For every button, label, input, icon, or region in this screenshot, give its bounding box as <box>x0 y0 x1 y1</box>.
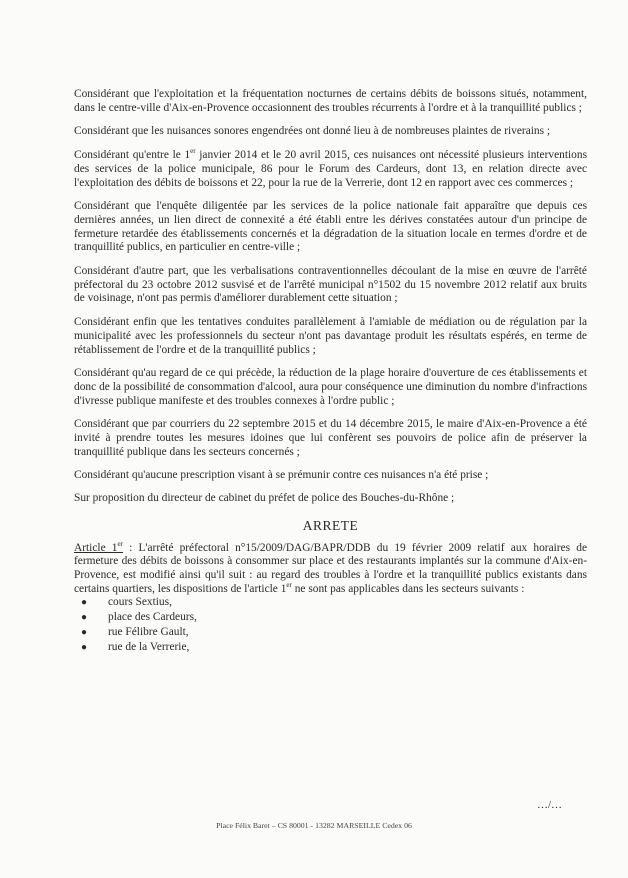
considerant-paragraph <box>74 149 587 190</box>
article-text: ne sont pas applicables dans les secteurs suivants : <box>291 582 525 595</box>
proposition-paragraph: Sur proposition du directeur de cabinet du préfet de police des Bouches-du-Rhône ; <box>74 492 455 505</box>
superscript: er <box>190 147 196 156</box>
considerant-paragraph: Considérant que l'enquête diligentée par les services de la police nationale fait apparaître que depuis ces dernières années, un lien direct de connexité a été établi entre les dérives constatées autour d'un principe de fermeture retardée des établissements concernés et la dégradation de la situation locale en termes d'ordre et de tranquillité publics, en particulier en centre-ville ; <box>74 200 587 254</box>
street-name: rue de la Verrerie, <box>108 640 190 653</box>
article-label-text: Article 1 <box>74 541 118 554</box>
article-label-colon: : <box>122 541 133 554</box>
considerant-paragraph: Considérant enfin que les tentatives conduites parallèlement à l'amiable de médiation ou de régulation par la municipalité avec les professionnels du secteur n'ont pas davantage produit les résultats espérés, en terme de rétablissement de l'ordre et de la tranquillité publics ; <box>74 316 587 356</box>
street-name: place des Cardeurs, <box>108 611 197 624</box>
considerant-paragraph: Considérant qu'au regard de ce qui précède, la réduction de la plage horaire d'ouverture de ces établissements et donc de la possibilité de consommation d'alcool, aura pour conséquence une diminution du nombre d'infractions d'ivresse publique manifeste et des troubles connexes à l'ordre public ; <box>74 367 587 407</box>
decree-heading: ARRETE <box>302 517 359 533</box>
list-item <box>74 626 587 641</box>
superscript: er <box>117 539 123 548</box>
page-footer: Place Félix Baret – CS 80001 - 13282 MARSEILLE Cedex 06 <box>216 821 412 830</box>
considerant-paragraph: Considérant qu'aucune prescription visant à se prémunir contre ces nuisances n'a été prise ; <box>74 469 489 482</box>
list-item <box>74 611 587 626</box>
bullet-icon: ● <box>81 612 88 624</box>
bullet-icon: ● <box>81 641 88 653</box>
street-name: rue Félibre Gault, <box>108 625 189 638</box>
considerant-paragraph: Considérant que l'exploitation et la fréquentation nocturnes de certains débits de boissons situés, notamment, dans le centre-ville d'Aix-en-Provence occasionnent des troubles récurrents à l'ordre et à la tranquillité publics ; <box>74 88 587 114</box>
considerant-text: janvier 2014 et le 20 avril 2015, ces nuisances ont nécessité plusieurs interventions des services de la police municipale, 86 pour le Forum des Cardeurs, dont 13, en relation directe avec l'exploitation des débits de boissons et 22, pour la rue de la Verrerie, dont 12 en rapport avec ces commerces ; <box>74 149 588 189</box>
street-list <box>74 596 587 655</box>
street-name: cours Sextius, <box>108 596 172 609</box>
article-text: L'arrêté préfectoral n°15/2009/DAG/BAPR/DDB du 19 février 2009 relatif aux horaires de fermeture des débits de boissons à consommer sur place et des restaurants implantés sur la commune d'Aix-en-Provence, est modifié ainsi qu'il suit : au regard des troubles à l'ordre et la tranquillité publics existants dans certains quartiers, les dispositions de l'article 1 <box>74 541 587 595</box>
bullet-icon: ● <box>81 626 88 638</box>
considerant-paragraph: Considérant que les nuisances sonores engendrées ont donné lieu à de nombreuses plaintes de riverains ; <box>74 125 551 138</box>
bullet-icon: ● <box>81 597 88 609</box>
list-item <box>74 641 587 656</box>
continuation-mark: …/… <box>537 799 563 811</box>
document-body <box>74 88 587 656</box>
considerant-text: Considérant qu'entre le 1 <box>74 149 191 162</box>
considerant-paragraph: Considérant d'autre part, que les verbalisations contraventionnelles découlant de la mise en œuvre de l'arrêté préfectoral du 23 octobre 2012 susvisé et de l'arrêté municipal n°1502 du 15 novembre 2012 relatif aux bruits de voisinage, n'ont pas permis d'améliorer durablement cette situation ; <box>74 265 587 305</box>
list-item <box>74 596 587 611</box>
considerant-paragraph: Considérant que par courriers du 22 septembre 2015 et du 14 décembre 2015, le maire d'Aix-en-Provence a été invité à prendre toutes les mesures idoines que lui confèrent ses pouvoirs de police afin de préserver la tranquillité publique dans les secteurs concernés ; <box>74 418 587 458</box>
article-1-paragraph <box>74 539 587 597</box>
superscript: er <box>286 580 292 589</box>
article-1-label <box>74 539 123 554</box>
